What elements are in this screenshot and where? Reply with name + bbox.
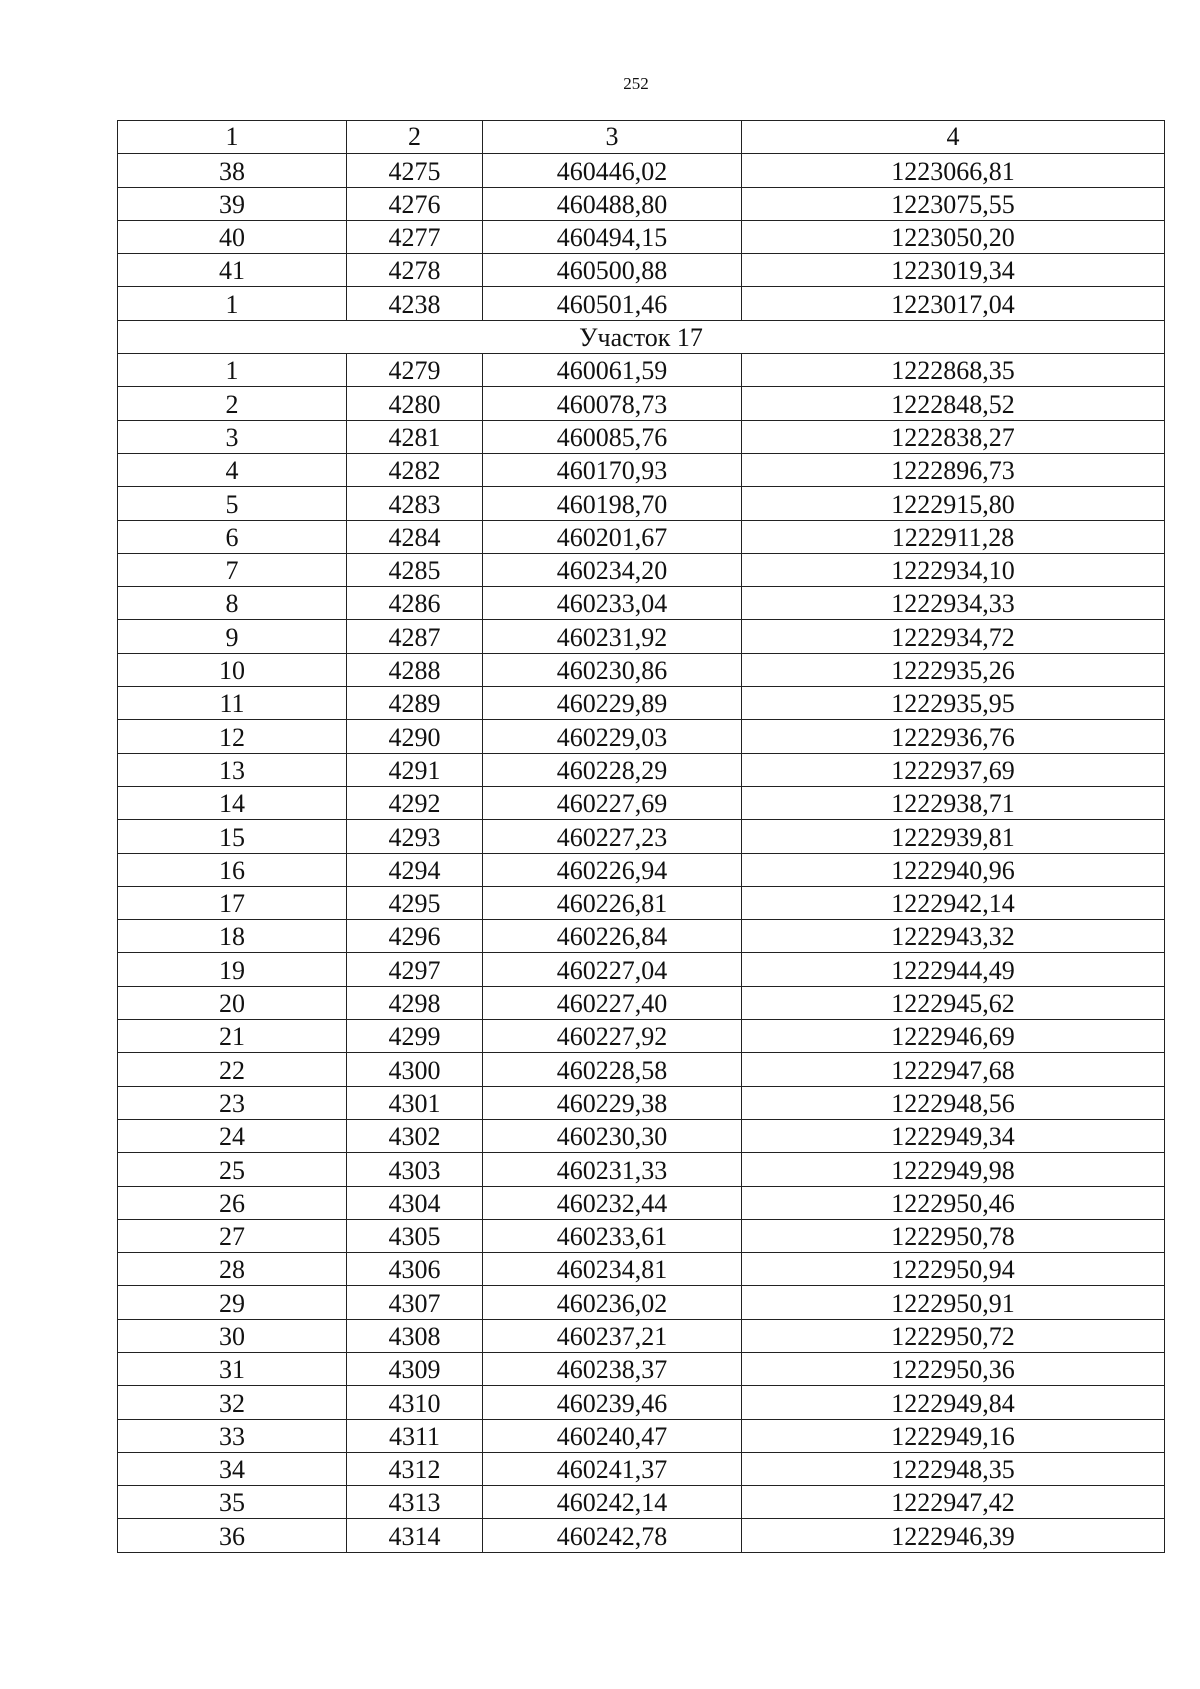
- point-number-cell: 6: [118, 520, 347, 553]
- table-row: [118, 1186, 1165, 1219]
- point-id-cell: 4305: [347, 1219, 483, 1252]
- table-row: [118, 720, 1165, 753]
- coord-x-cell: 460226,94: [483, 853, 742, 886]
- point-id-cell: 4238: [347, 287, 483, 320]
- coord-x-cell: 460228,58: [483, 1053, 742, 1086]
- coord-y-cell: 1222937,69: [742, 753, 1165, 786]
- point-number-cell: 9: [118, 620, 347, 653]
- point-number-cell: 39: [118, 187, 347, 220]
- coord-y-cell: 1222938,71: [742, 786, 1165, 819]
- point-id-cell: 4285: [347, 553, 483, 586]
- coord-x-cell: 460226,84: [483, 920, 742, 953]
- coord-x-cell: 460227,69: [483, 786, 742, 819]
- point-number-cell: 3: [118, 420, 347, 453]
- coord-x-cell: 460494,15: [483, 220, 742, 253]
- coord-x-cell: 460488,80: [483, 187, 742, 220]
- coord-y-cell: 1222947,68: [742, 1053, 1165, 1086]
- table-row: [118, 820, 1165, 853]
- coord-x-cell: 460238,37: [483, 1352, 742, 1385]
- table-row: [118, 886, 1165, 919]
- coord-y-cell: 1222950,72: [742, 1319, 1165, 1352]
- point-number-cell: 38: [118, 154, 347, 187]
- point-id-cell: 4290: [347, 720, 483, 753]
- table-row: [118, 154, 1165, 187]
- point-id-cell: 4284: [347, 520, 483, 553]
- point-id-cell: 4296: [347, 920, 483, 953]
- table-row: [118, 953, 1165, 986]
- coord-x-cell: 460500,88: [483, 254, 742, 287]
- coord-y-cell: 1223066,81: [742, 154, 1165, 187]
- coord-y-cell: 1222934,72: [742, 620, 1165, 653]
- point-id-cell: 4306: [347, 1253, 483, 1286]
- table-row: [118, 786, 1165, 819]
- point-number-cell: 26: [118, 1186, 347, 1219]
- table-row: [118, 853, 1165, 886]
- coord-y-cell: 1222848,52: [742, 387, 1165, 420]
- point-number-cell: 34: [118, 1452, 347, 1485]
- point-id-cell: 4309: [347, 1352, 483, 1385]
- coord-y-cell: 1223050,20: [742, 220, 1165, 253]
- table-row: [118, 1286, 1165, 1319]
- point-number-cell: 11: [118, 687, 347, 720]
- coord-y-cell: 1222950,78: [742, 1219, 1165, 1252]
- coord-y-cell: 1222896,73: [742, 453, 1165, 486]
- point-number-cell: 28: [118, 1253, 347, 1286]
- point-id-cell: 4281: [347, 420, 483, 453]
- point-id-cell: 4287: [347, 620, 483, 653]
- point-id-cell: 4310: [347, 1386, 483, 1419]
- coord-y-cell: 1223075,55: [742, 187, 1165, 220]
- table-header-row: [118, 121, 1165, 154]
- coord-y-cell: 1222950,36: [742, 1352, 1165, 1385]
- table-row: [118, 753, 1165, 786]
- coord-x-cell: 460242,78: [483, 1519, 742, 1552]
- table-row: [118, 387, 1165, 420]
- point-number-cell: 41: [118, 254, 347, 287]
- coord-y-cell: 1222935,26: [742, 653, 1165, 686]
- point-number-cell: 1: [118, 287, 347, 320]
- table-row: [118, 487, 1165, 520]
- point-id-cell: 4294: [347, 853, 483, 886]
- point-id-cell: 4297: [347, 953, 483, 986]
- coordinates-table-body: [118, 121, 1165, 1553]
- table-row: [118, 1086, 1165, 1119]
- coord-x-cell: 460228,29: [483, 753, 742, 786]
- point-id-cell: 4293: [347, 820, 483, 853]
- coord-x-cell: 460232,44: [483, 1186, 742, 1219]
- coord-y-cell: 1222946,39: [742, 1519, 1165, 1552]
- point-number-cell: 36: [118, 1519, 347, 1552]
- table-row: [118, 1352, 1165, 1385]
- point-number-cell: 24: [118, 1119, 347, 1152]
- point-id-cell: 4307: [347, 1286, 483, 1319]
- point-number-cell: 14: [118, 786, 347, 819]
- point-number-cell: 18: [118, 920, 347, 953]
- point-number-cell: 30: [118, 1319, 347, 1352]
- point-number-cell: 20: [118, 986, 347, 1019]
- coord-y-cell: 1222911,28: [742, 520, 1165, 553]
- table-row: [118, 453, 1165, 486]
- coord-x-cell: 460198,70: [483, 487, 742, 520]
- coord-x-cell: 460233,04: [483, 587, 742, 620]
- table-row: [118, 1219, 1165, 1252]
- coord-x-cell: 460061,59: [483, 354, 742, 387]
- coord-y-cell: 1222950,94: [742, 1253, 1165, 1286]
- coord-x-cell: 460233,61: [483, 1219, 742, 1252]
- coord-y-cell: 1222934,10: [742, 553, 1165, 586]
- coord-x-cell: 460201,67: [483, 520, 742, 553]
- point-id-cell: 4301: [347, 1086, 483, 1119]
- coord-x-cell: 460230,30: [483, 1119, 742, 1152]
- coord-x-cell: 460241,37: [483, 1452, 742, 1485]
- point-id-cell: 4276: [347, 187, 483, 220]
- point-id-cell: 4312: [347, 1452, 483, 1485]
- table-row: [118, 620, 1165, 653]
- coord-y-cell: 1222935,95: [742, 687, 1165, 720]
- coord-x-cell: 460446,02: [483, 154, 742, 187]
- point-number-cell: 16: [118, 853, 347, 886]
- point-id-cell: 4277: [347, 220, 483, 253]
- table-row: [118, 220, 1165, 253]
- coord-x-cell: 460234,20: [483, 553, 742, 586]
- point-id-cell: 4282: [347, 453, 483, 486]
- point-number-cell: 15: [118, 820, 347, 853]
- point-id-cell: 4304: [347, 1186, 483, 1219]
- point-number-cell: 40: [118, 220, 347, 253]
- point-number-cell: 31: [118, 1352, 347, 1385]
- point-number-cell: 33: [118, 1419, 347, 1452]
- table-row: [118, 986, 1165, 1019]
- coord-y-cell: 1222934,33: [742, 587, 1165, 620]
- table-row: [118, 1020, 1165, 1053]
- coord-y-cell: 1222949,34: [742, 1119, 1165, 1152]
- coord-y-cell: 1222949,98: [742, 1153, 1165, 1186]
- coord-y-cell: 1222946,69: [742, 1020, 1165, 1053]
- table-row: [118, 1419, 1165, 1452]
- coord-x-cell: 460170,93: [483, 453, 742, 486]
- coord-x-cell: 460226,81: [483, 886, 742, 919]
- point-number-cell: 2: [118, 387, 347, 420]
- coord-y-cell: 1222950,46: [742, 1186, 1165, 1219]
- point-id-cell: 4286: [347, 587, 483, 620]
- table-row: [118, 920, 1165, 953]
- coordinates-table: [117, 120, 1165, 1553]
- point-id-cell: 4291: [347, 753, 483, 786]
- coord-y-cell: 1222939,81: [742, 820, 1165, 853]
- coord-y-cell: 1222915,80: [742, 487, 1165, 520]
- point-number-cell: 32: [118, 1386, 347, 1419]
- page-number: 252: [623, 74, 649, 93]
- point-id-cell: 4278: [347, 254, 483, 287]
- coord-y-cell: 1222945,62: [742, 986, 1165, 1019]
- table-row: [118, 553, 1165, 586]
- coord-x-cell: 460242,14: [483, 1486, 742, 1519]
- point-number-cell: 22: [118, 1053, 347, 1086]
- table-row: [118, 587, 1165, 620]
- coord-y-cell: 1222868,35: [742, 354, 1165, 387]
- section-row: [118, 320, 1165, 353]
- coord-x-cell: 460078,73: [483, 387, 742, 420]
- coord-x-cell: 460237,21: [483, 1319, 742, 1352]
- coord-x-cell: 460229,89: [483, 687, 742, 720]
- coord-x-cell: 460227,23: [483, 820, 742, 853]
- point-id-cell: 4288: [347, 653, 483, 686]
- point-number-cell: 8: [118, 587, 347, 620]
- point-number-cell: 17: [118, 886, 347, 919]
- point-number-cell: 21: [118, 1020, 347, 1053]
- point-number-cell: 4: [118, 453, 347, 486]
- point-id-cell: 4300: [347, 1053, 483, 1086]
- coord-y-cell: 1223017,04: [742, 287, 1165, 320]
- coord-y-cell: 1222944,49: [742, 953, 1165, 986]
- table-row: [118, 354, 1165, 387]
- coord-y-cell: 1222949,16: [742, 1419, 1165, 1452]
- coord-y-cell: 1222949,84: [742, 1386, 1165, 1419]
- point-number-cell: 19: [118, 953, 347, 986]
- point-id-cell: 4298: [347, 986, 483, 1019]
- point-number-cell: 23: [118, 1086, 347, 1119]
- point-id-cell: 4311: [347, 1419, 483, 1452]
- coord-y-cell: 1222838,27: [742, 420, 1165, 453]
- table-row: [118, 1386, 1165, 1419]
- coord-y-cell: 1222948,35: [742, 1452, 1165, 1485]
- coord-x-cell: 460231,33: [483, 1153, 742, 1186]
- coord-x-cell: 460231,92: [483, 620, 742, 653]
- point-id-cell: 4308: [347, 1319, 483, 1352]
- coord-y-cell: 1222950,91: [742, 1286, 1165, 1319]
- point-number-cell: 5: [118, 487, 347, 520]
- coord-x-cell: 460230,86: [483, 653, 742, 686]
- table-row: [118, 1519, 1165, 1552]
- point-id-cell: 4283: [347, 487, 483, 520]
- header-cell-3: 3: [483, 121, 742, 154]
- coord-x-cell: 460227,92: [483, 1020, 742, 1053]
- table-row: [118, 687, 1165, 720]
- coord-x-cell: 460236,02: [483, 1286, 742, 1319]
- point-number-cell: 13: [118, 753, 347, 786]
- coord-y-cell: 1223019,34: [742, 254, 1165, 287]
- table-row: [118, 1319, 1165, 1352]
- coord-x-cell: 460239,46: [483, 1386, 742, 1419]
- table-row: [118, 1153, 1165, 1186]
- point-id-cell: 4275: [347, 154, 483, 187]
- point-id-cell: 4280: [347, 387, 483, 420]
- table-row: [118, 520, 1165, 553]
- point-id-cell: 4302: [347, 1119, 483, 1152]
- point-number-cell: 25: [118, 1153, 347, 1186]
- coord-x-cell: 460227,04: [483, 953, 742, 986]
- coord-x-cell: 460229,03: [483, 720, 742, 753]
- coord-x-cell: 460227,40: [483, 986, 742, 1019]
- header-cell-2: 2: [347, 121, 483, 154]
- point-id-cell: 4279: [347, 354, 483, 387]
- coord-y-cell: 1222943,32: [742, 920, 1165, 953]
- coord-x-cell: 460240,47: [483, 1419, 742, 1452]
- point-id-cell: 4292: [347, 786, 483, 819]
- point-number-cell: 10: [118, 653, 347, 686]
- point-number-cell: 7: [118, 553, 347, 586]
- table-row: [118, 1119, 1165, 1152]
- coord-x-cell: 460085,76: [483, 420, 742, 453]
- table-row: [118, 420, 1165, 453]
- table-row: [118, 254, 1165, 287]
- coord-y-cell: 1222947,42: [742, 1486, 1165, 1519]
- table-row: [118, 653, 1165, 686]
- coord-y-cell: 1222948,56: [742, 1086, 1165, 1119]
- header-cell-4: 4: [742, 121, 1165, 154]
- table-row: [118, 187, 1165, 220]
- point-number-cell: 29: [118, 1286, 347, 1319]
- coord-y-cell: 1222936,76: [742, 720, 1165, 753]
- point-id-cell: 4314: [347, 1519, 483, 1552]
- coord-x-cell: 460229,38: [483, 1086, 742, 1119]
- point-id-cell: 4295: [347, 886, 483, 919]
- point-number-cell: 12: [118, 720, 347, 753]
- point-number-cell: 1: [118, 354, 347, 387]
- table-row: [118, 1253, 1165, 1286]
- table-row: [118, 1452, 1165, 1485]
- coord-x-cell: 460234,81: [483, 1253, 742, 1286]
- table-row: [118, 1486, 1165, 1519]
- header-cell-1: 1: [118, 121, 347, 154]
- table-row: [118, 1053, 1165, 1086]
- section-title: Участок 17: [118, 320, 1165, 353]
- coord-y-cell: 1222942,14: [742, 886, 1165, 919]
- point-number-cell: 35: [118, 1486, 347, 1519]
- coord-x-cell: 460501,46: [483, 287, 742, 320]
- point-id-cell: 4313: [347, 1486, 483, 1519]
- table-row: [118, 287, 1165, 320]
- point-number-cell: 27: [118, 1219, 347, 1252]
- point-id-cell: 4289: [347, 687, 483, 720]
- point-id-cell: 4299: [347, 1020, 483, 1053]
- point-id-cell: 4303: [347, 1153, 483, 1186]
- coord-y-cell: 1222940,96: [742, 853, 1165, 886]
